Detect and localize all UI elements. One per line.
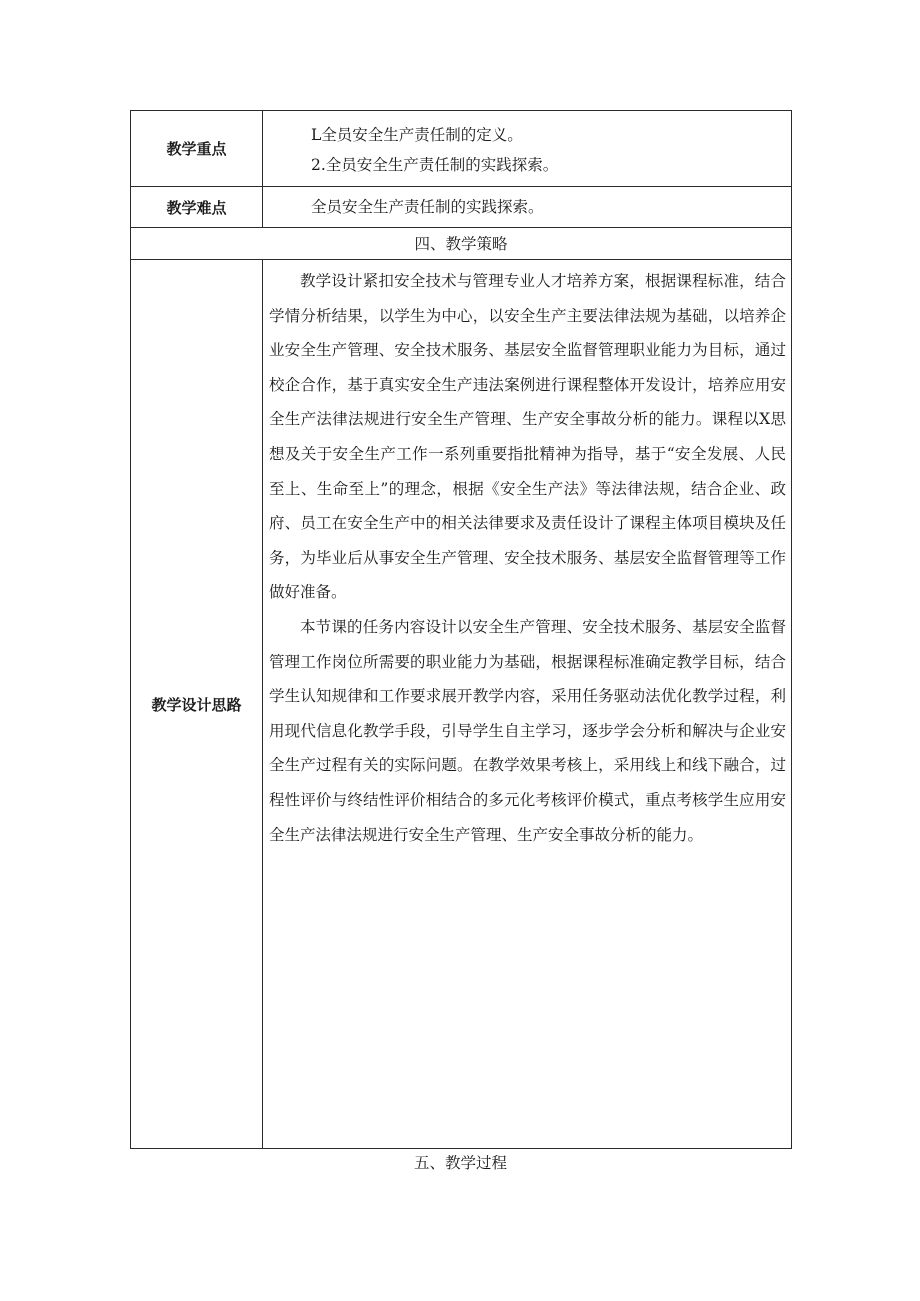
key-point-item-2: 2.全员安全生产责任制的实践探索。 <box>311 155 559 174</box>
section-four-row <box>131 228 792 260</box>
section-four-title: 四、教学策略 <box>414 234 508 253</box>
design-ideas-row <box>131 260 792 1149</box>
difficult-point-text: 全员安全生产责任制的实践探索。 <box>311 198 544 216</box>
design-ideas-content <box>263 260 792 1149</box>
difficult-points-row <box>131 187 792 228</box>
section-four-cell <box>131 228 792 260</box>
design-paragraph-2: 本节课的任务内容设计以安全生产管理、安全技术服务、基层安全监督管理工作岗位所需要的职业能力为基础，根据课程标准确定教学目标，结合学生认知规律和工作要求展开教学内容，采用任务驱动法优化教学过程，利用现代信息化教学手段，引导学生自主学习，逐步学会分析和解决与企业安全生产过程有关的实际问题。在教学效果考核上，采用线上和线下融合，过程性评价与终结性评价相结合的多元化考核评价模式，重点考核学生应用安全生产法律法规进行安全生产管理、生产安全事故分析的能力。 <box>269 617 786 844</box>
section-five-title: 五、教学过程 <box>413 1154 507 1172</box>
key-points-label: 教学重点 <box>131 111 263 187</box>
key-point-item-1: L全员安全生产责任制的定义。 <box>311 125 523 144</box>
design-paragraph-1: 教学设计紧扣安全技术与管理专业人才培养方案，根据课程标准，结合学情分析结果，以学生为中心，以安全生产主要法律法规为基础，以培养企业安全生产管理、安全技术服务、基层安全监督管理职业能力为目标，通过校企合作，基于真实安全生产违法案例进行课程整体开发设计，培养应用安全生产法律法规进行安全生产管理、生产安全事故分析的能力。课程以X思想及关于安全生产工作一系列重要指批精神为指导，基于“安全发展、人民至上、生命至上”的理念，根据《安全生产法》等法律法规，结合企业、政府、员工在安全生产中的相关法律要求及责任设计了课程主体项目模块及任务，为毕业后从事安全生产管理、安全技术服务、基层安全监督管理等工作做好准备。 <box>269 272 786 602</box>
difficult-points-label: 教学难点 <box>131 187 263 228</box>
key-points-content <box>263 111 792 187</box>
design-ideas-label: 教学设计思路 <box>131 260 263 1149</box>
lesson-plan-table <box>130 110 792 1149</box>
key-points-row <box>131 111 792 187</box>
difficult-points-content <box>263 187 792 228</box>
